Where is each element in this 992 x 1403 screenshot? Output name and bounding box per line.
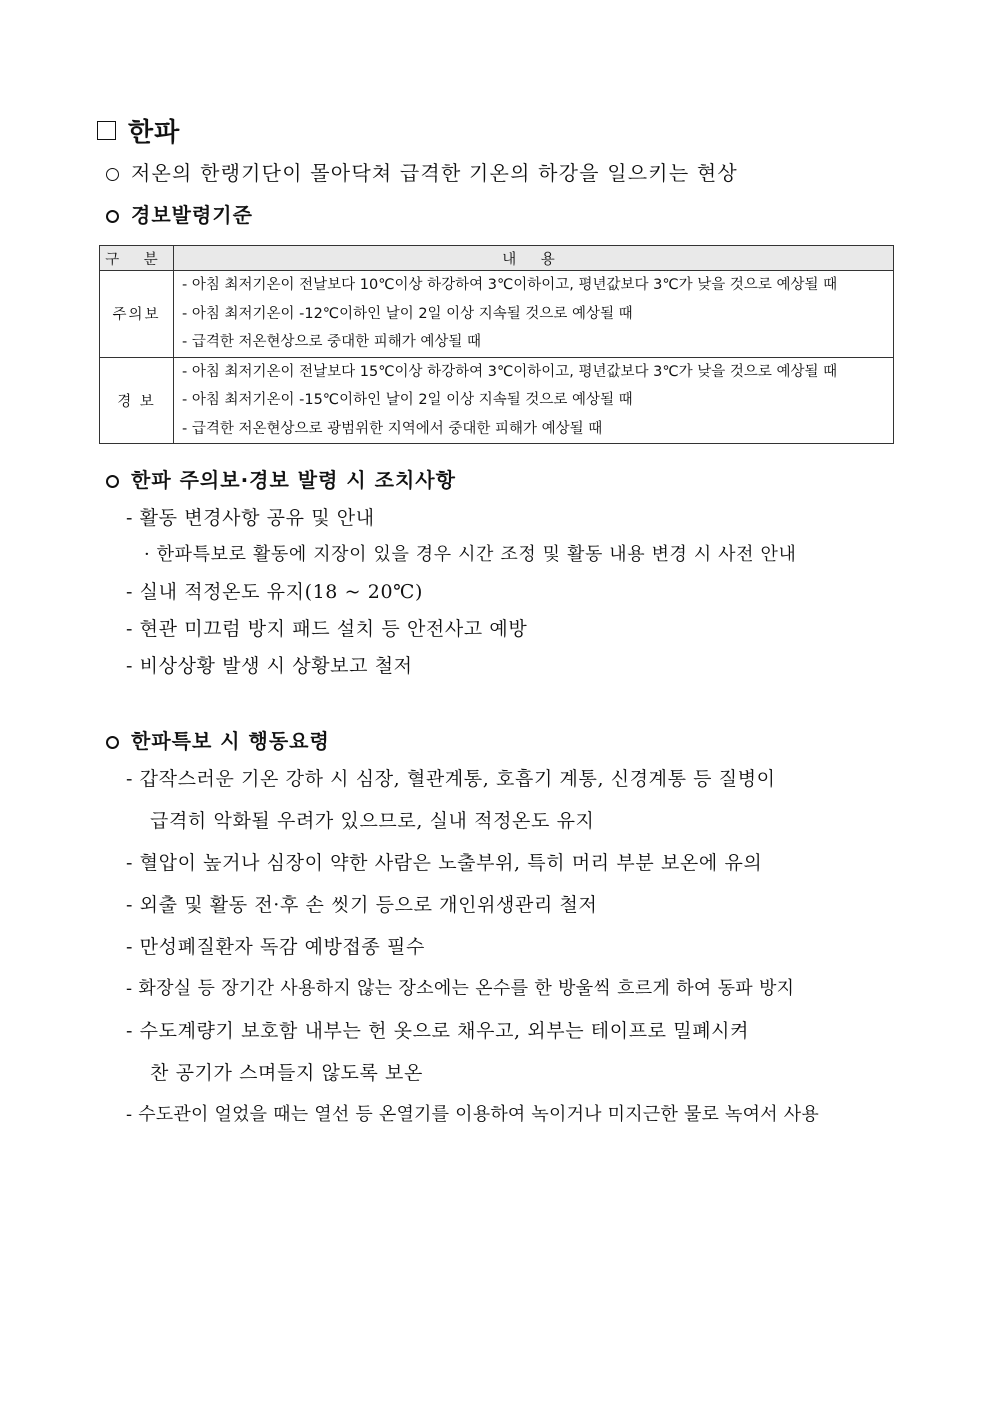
measure-item: - 실내 적정온도 유지(18 ~ 20℃) <box>126 581 424 603</box>
actions-heading-text: 한파특보 시 행동요령 <box>131 729 330 753</box>
action-item: - 수도관이 얼었을 때는 열선 등 온열기를 이용하여 녹이거나 미지근한 물로 녹여서 사용 <box>126 1104 819 1125</box>
actions-heading <box>106 725 330 754</box>
table-row <box>100 357 894 444</box>
criteria-line: - 급격한 저온현상으로 광범위한 지역에서 중대한 피해가 예상될 때 <box>182 420 603 437</box>
square-bullet-icon <box>97 121 116 140</box>
row-description <box>174 271 894 358</box>
measure-subitem: · 한파특보로 활동에 지장이 있을 경우 시간 조정 및 활동 내용 변경 시 사전 안내 <box>144 544 797 565</box>
title-row <box>97 112 180 148</box>
circle-bullet-icon <box>106 168 119 181</box>
criteria-heading-text: 경보발령기준 <box>131 203 253 227</box>
criteria-line: - 아침 최저기온이 전날보다 10℃이상 하강하여 3℃이하이고, 평년값보다 3℃가 낮을 것으로 예상될 때 <box>182 277 838 293</box>
criteria-line: - 아침 최저기온이 -15℃이하인 날이 2일 이상 지속될 것으로 예상될 때 <box>182 392 633 408</box>
row-category-warning: 경 보 <box>100 357 174 444</box>
criteria-line: - 아침 최저기온이 전날보다 15℃이상 하강하여 3℃이하이고, 평년값보다 3℃가 낮을 것으로 예상될 때 <box>182 363 838 380</box>
action-item: - 갑작스러운 기온 강하 시 심장, 혈관계통, 호흡기 계통, 신경계통 등 질병이 <box>126 768 776 790</box>
measure-item: - 활동 변경사항 공유 및 안내 <box>126 507 375 529</box>
header-content: 내 용 <box>174 246 894 271</box>
measures-heading-text: 한파 주의보·경보 발령 시 조치사항 <box>131 468 456 492</box>
action-item: - 화장실 등 장기간 사용하지 않는 장소에는 온수를 한 방울씩 흐르게 하여 동파 방지 <box>126 978 795 999</box>
criteria-table <box>99 245 894 444</box>
action-item: - 혈압이 높거나 심장이 약한 사람은 노출부위, 특히 머리 부분 보온에 유의 <box>126 852 763 874</box>
action-item-continued: 급격히 악화될 우려가 있으므로, 실내 적정온도 유지 <box>150 810 595 832</box>
definition-line <box>106 157 738 186</box>
measure-item: - 현관 미끄럼 방지 패드 설치 등 안전사고 예방 <box>126 618 528 640</box>
measure-item: - 비상상황 발생 시 상황보고 철저 <box>126 655 413 677</box>
criteria-heading <box>106 199 253 228</box>
action-item: - 수도계량기 보호함 내부는 헌 옷으로 채우고, 외부는 테이프로 밀폐시켜 <box>126 1020 750 1042</box>
criteria-line: - 아침 최저기온이 -12℃이하인 날이 2일 이상 지속될 것으로 예상될 때 <box>182 305 633 322</box>
action-item: - 외출 및 활동 전·후 손 씻기 등으로 개인위생관리 철저 <box>126 894 598 916</box>
page-title: 한파 <box>128 117 181 148</box>
measures-heading <box>106 464 456 493</box>
circle-bullet-icon <box>106 475 119 488</box>
action-item-continued: 찬 공기가 스며들지 않도록 보온 <box>150 1062 423 1084</box>
criteria-line: - 급격한 저온현상으로 중대한 피해가 예상될 때 <box>182 334 482 350</box>
table-row <box>100 271 894 358</box>
header-category: 구 분 <box>100 246 174 271</box>
action-item: - 만성폐질환자 독감 예방접종 필수 <box>126 936 425 958</box>
definition-text: 저온의 한랭기단이 몰아닥쳐 급격한 기온의 하강을 일으키는 현상 <box>131 161 738 185</box>
circle-bullet-icon <box>106 210 119 223</box>
row-description <box>174 357 894 444</box>
circle-bullet-icon <box>106 736 119 749</box>
table-header-row <box>100 246 894 271</box>
row-category-advisory: 주의보 <box>100 271 174 358</box>
